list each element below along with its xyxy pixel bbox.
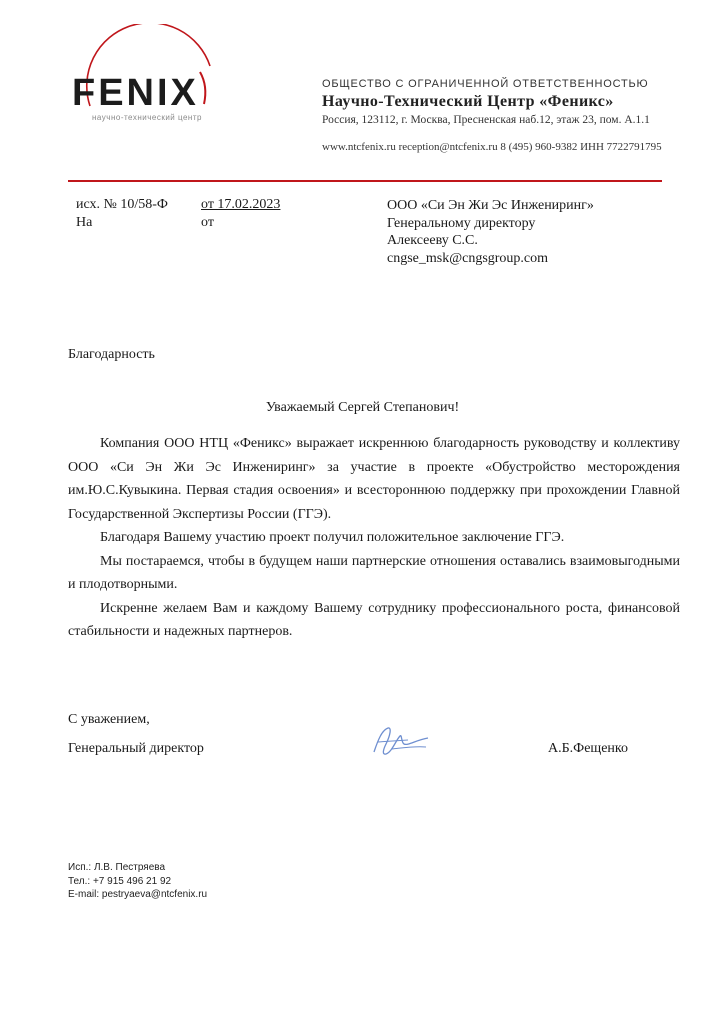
addressee-block (387, 197, 594, 267)
closing-regards: С уважением, (68, 712, 150, 727)
addressee-position: Генеральному директору (387, 215, 536, 231)
executor-phone: Тел.: +7 915 496 21 92 (68, 875, 172, 887)
addressee-name: Алексееву С.С. (387, 233, 478, 248)
body-paragraph: Благодаря Вашему участию проект получил положительное заключение ГГЭ. (100, 530, 565, 545)
signer-position: Генеральный директор (68, 741, 204, 756)
executor-name: Исп.: Л.В. Пестряева (68, 862, 166, 873)
outgoing-number: исх. № 10/58-Ф (76, 197, 168, 212)
executor-email: E-mail: pestryaeva@ntcfenix.ru (68, 889, 208, 900)
outgoing-date: от 17.02.2023 (201, 197, 281, 212)
addressee-company: ООО «Си Эн Жи Эс Инжениринг» (387, 198, 594, 213)
body-paragraph: Компания ООО НТЦ «Феникс» выражает искреннюю благодарность руководству и коллективу ООО «Си Эн Жи Эс Инжениринг» за участие в проекте «Обустройство месторождения им.Ю.С.Кувыкина. Первая стадия освоения» и всестороннюю поддержку при прохождении Главной Государственной Экспертизы России (ГГЭ). (68, 436, 680, 522)
letter-subject: Благодарность (68, 347, 155, 362)
executor-block (68, 861, 207, 902)
incoming-date-label: от (201, 215, 214, 230)
letter-body (68, 432, 680, 644)
org-address: Россия, 123112, г. Москва, Пресненская наб.12, этаж 23, пом. А.1.1 (322, 114, 650, 126)
header-divider (68, 180, 662, 182)
signature-icon (368, 722, 432, 760)
logo-wordmark: FENIX (72, 72, 199, 114)
signer-name: А.Б.Фещенко (548, 741, 629, 756)
org-type: ОБЩЕСТВО С ОГРАНИЧЕННОЙ ОТВЕТСТВЕННОСТЬЮ (322, 78, 649, 90)
org-name: Научно-Технический Центр «Феникс» (322, 93, 614, 110)
body-paragraph: Мы постараемся, чтобы в будущем наши партнерские отношения оставались взаимовыгодными и плодотворными. (68, 553, 680, 592)
letter-salutation: Уважаемый Сергей Степанович! (265, 400, 460, 415)
addressee-email: cngse_msk@cngsgroup.com (387, 250, 549, 266)
body-paragraph: Искренне желаем Вам и каждому Вашему сотруднику профессионального роста, финансовой стабильности и надежных партнеров. (68, 600, 680, 639)
logo-tagline: научно-технический центр (92, 113, 202, 122)
org-contacts: www.ntcfenix.ru reception@ntcfenix.ru 8 (495) 960-9382 ИНН 7722791795 (322, 141, 662, 153)
incoming-label: На (76, 215, 93, 230)
